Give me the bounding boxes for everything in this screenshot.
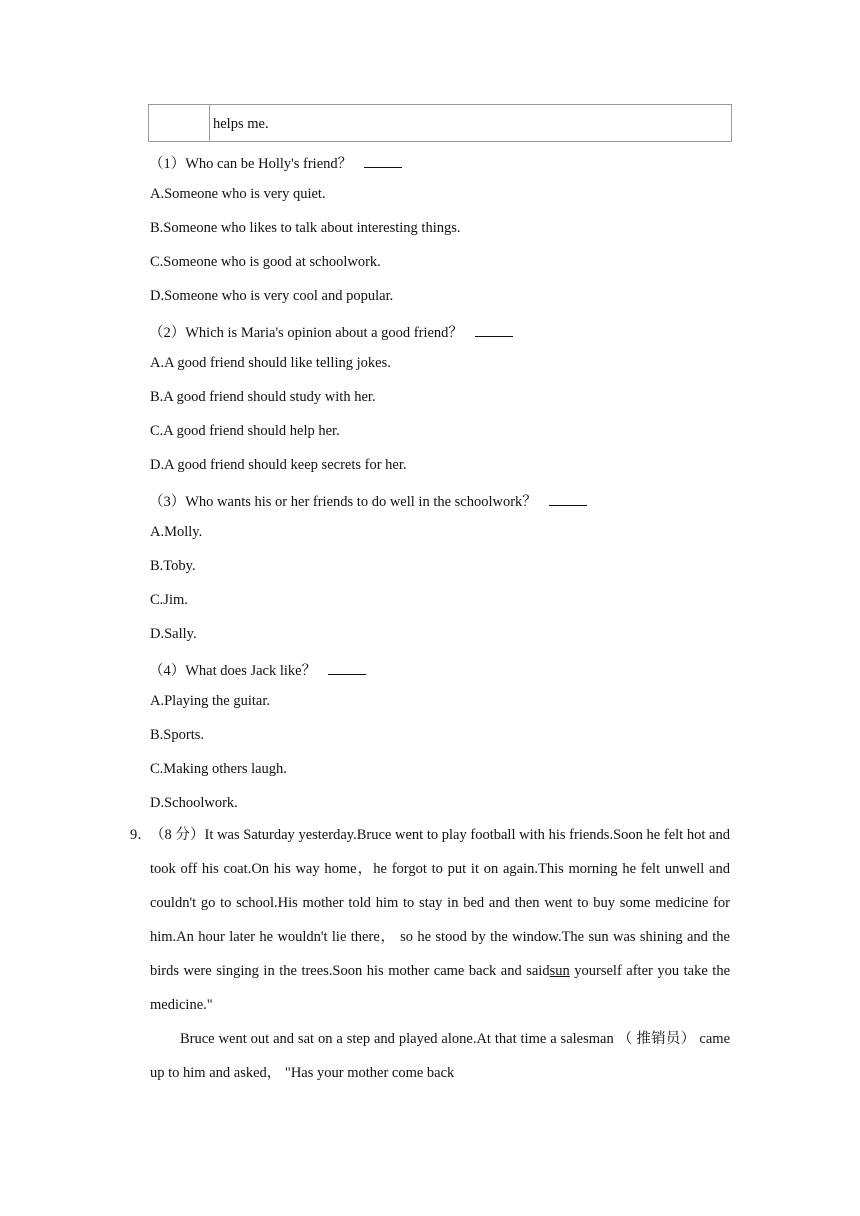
q3-option-b: B.Toby. (150, 558, 196, 574)
q2-option-d: D.A good friend should keep secrets for her. (150, 457, 407, 473)
answer-blank[interactable] (364, 155, 402, 168)
q2-option-c: C.A good friend should help her. (150, 423, 340, 439)
question-4-stem: （4）What does Jack like？ (149, 659, 366, 680)
item-9-paragraph-2: Bruce went out and sat on a step and played alone.At that time a salesman （ 推销员） came up to him and asked， "Has your mother come back (150, 1031, 730, 1081)
q3-option-a: A.Molly. (150, 524, 203, 540)
question-2-stem: （2）Which is Maria's opinion about a good friend？ (149, 321, 513, 342)
q1-option-b: B.Someone who likes to talk about interesting things. (150, 220, 461, 236)
item-9-number: 9． (130, 827, 152, 843)
item-9-paragraph-1: （8 分）It was Saturday yesterday.Bruce went to play football with his friends.Soon he felt hot and took off his coat.On his way home，he forgot to put it on again.This morning he felt unwell and couldn't go to school.His mother told him to stay in bed and then went to buy some medicine for him.An hour later he wouldn't lie there， so he stood by the window.The sun was shining and the birds were singing in the trees.Soon his mother came back and saidsun yourself after you take the medicine." (150, 827, 731, 1013)
answer-blank[interactable] (475, 324, 513, 337)
passage-table-fragment (148, 104, 732, 142)
answer-blank[interactable] (549, 493, 587, 506)
question-3-stem: （3）Who wants his or her friends to do well in the schoolwork？ (149, 490, 587, 511)
q2-option-a: A.A good friend should like telling jokes. (150, 355, 391, 371)
q4-option-d: D.Schoolwork. (150, 795, 238, 811)
question-1-stem: （1）Who can be Holly's friend？ (149, 152, 402, 173)
q3-option-d: D.Sally. (150, 626, 197, 642)
underlined-word: sun (549, 963, 570, 979)
table-cell-name (149, 105, 210, 141)
q3-option-c: C.Jim. (150, 592, 188, 608)
q4-option-c: C.Making others laugh. (150, 761, 287, 777)
q2-option-b: B.A good friend should study with her. (150, 389, 376, 405)
q1-option-a: A.Someone who is very quiet. (150, 186, 326, 202)
q1-option-c: C.Someone who is good at schoolwork. (150, 254, 381, 270)
answer-blank[interactable] (328, 662, 366, 675)
q4-option-a: A.Playing the guitar. (150, 693, 271, 709)
q4-option-b: B.Sports. (150, 727, 204, 743)
table-cell-text: helps me. (213, 116, 269, 132)
q1-option-d: D.Someone who is very cool and popular. (150, 288, 394, 304)
